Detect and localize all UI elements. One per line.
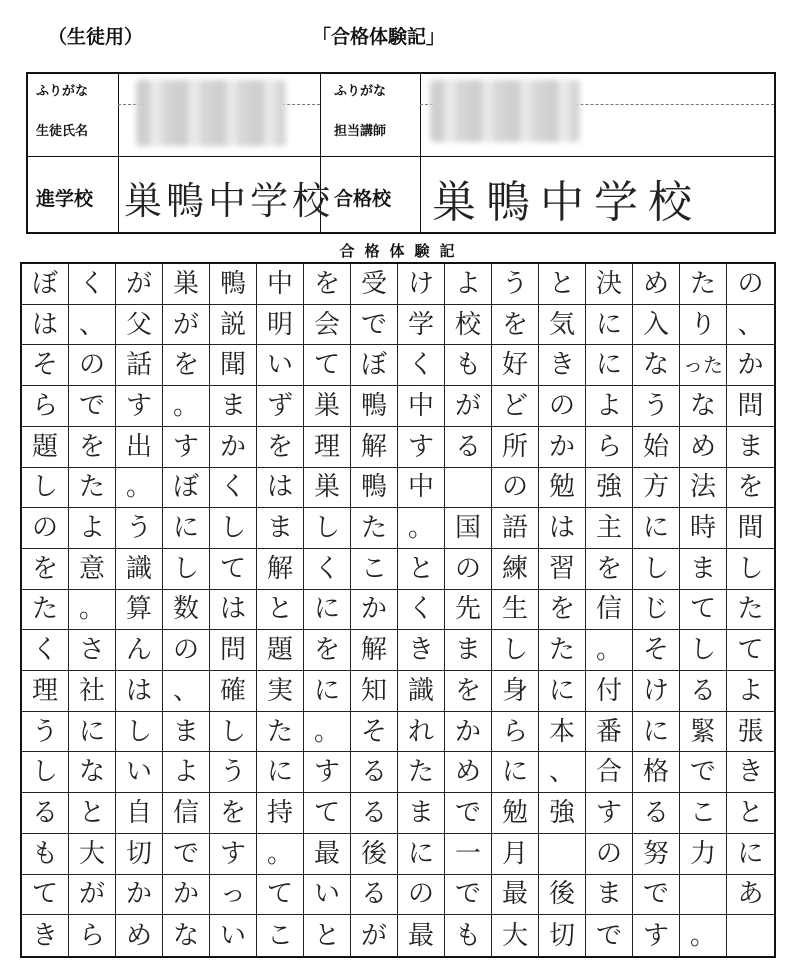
header-title: 「合格体験記」: [312, 26, 446, 48]
grid-cell: 番: [586, 712, 633, 753]
grid-cell: に: [257, 752, 304, 793]
grid-cell: る: [351, 875, 398, 916]
grid-cell: よ: [69, 508, 116, 549]
grid-cell: も: [22, 834, 69, 875]
passed-school-label: 合格校: [334, 188, 392, 210]
grid-cell: 、: [727, 305, 774, 346]
grid-cell: [445, 468, 492, 509]
grid-cell: 法: [680, 468, 727, 509]
grid-cell: た: [351, 508, 398, 549]
grid-cell: と: [539, 264, 586, 305]
grid-cell: 間: [727, 508, 774, 549]
grid-cell: る: [22, 793, 69, 834]
grid-cell: て: [304, 345, 351, 386]
grid-cell: き: [727, 752, 774, 793]
grid-cell: て: [257, 875, 304, 916]
grid-cell: し: [22, 468, 69, 509]
grid-cell: で: [680, 752, 727, 793]
grid-cell: か: [445, 712, 492, 753]
grid-cell: 最: [398, 915, 445, 956]
grid-cell: い: [257, 345, 304, 386]
grid-cell: さ: [69, 630, 116, 671]
grid-cell: 父: [116, 305, 163, 346]
grid-cell: 好: [492, 345, 539, 386]
grid-cell: の: [539, 386, 586, 427]
grid-cell: 確: [210, 671, 257, 712]
grid-cell: か: [351, 590, 398, 631]
furigana-label-student: ふりがな: [36, 84, 89, 99]
grid-cell: 数: [163, 590, 210, 631]
grid-cell: た: [727, 590, 774, 631]
grid-cell: と: [727, 793, 774, 834]
student-name-label: 生徒氏名: [36, 124, 89, 139]
grid-cell: 巣: [163, 264, 210, 305]
grid-cell: を: [539, 590, 586, 631]
grid-cell: 勉: [539, 468, 586, 509]
grid-cell: を: [257, 427, 304, 468]
grid-cell: ら: [22, 386, 69, 427]
grid-cell: ん: [116, 630, 163, 671]
grid-cell: ま: [257, 508, 304, 549]
grid-cell: め: [116, 915, 163, 956]
grid-cell: の: [398, 875, 445, 916]
grid-cell: ま: [163, 712, 210, 753]
grid-cell: ど: [492, 386, 539, 427]
grid-cell: 鴨: [210, 264, 257, 305]
grid-cell: 。: [116, 468, 163, 509]
grid-cell: 受: [351, 264, 398, 305]
grid-cell: 。: [680, 915, 727, 956]
grid-cell: す: [398, 427, 445, 468]
grid-cell: が: [116, 264, 163, 305]
grid-cell: 知: [351, 671, 398, 712]
grid-cell: 巣: [304, 386, 351, 427]
grid-cell: か: [163, 875, 210, 916]
grid-cell: な: [69, 752, 116, 793]
grid-cell: す: [586, 793, 633, 834]
grid-cell: 。: [163, 386, 210, 427]
grid-cell: を: [586, 549, 633, 590]
grid-cell: り: [680, 305, 727, 346]
grid-cell: く: [398, 345, 445, 386]
grid-cell: し: [22, 752, 69, 793]
grid-cell: 国: [445, 508, 492, 549]
grid-cell: れ: [398, 712, 445, 753]
grid-cell: 識: [116, 549, 163, 590]
grid-cell: で: [351, 305, 398, 346]
grid-cell: で: [69, 386, 116, 427]
grid-cell: 習: [539, 549, 586, 590]
grid-cell: 最: [304, 834, 351, 875]
grid-cell: す: [116, 386, 163, 427]
grid-cell: た: [257, 712, 304, 753]
grid-cell: を: [304, 264, 351, 305]
grid-cell: は: [257, 468, 304, 509]
grid-cell: の: [586, 834, 633, 875]
grid-cell: ま: [398, 793, 445, 834]
grid-cell: 緊: [680, 712, 727, 753]
grid-cell: 切: [539, 915, 586, 956]
grid-cell: た: [69, 468, 116, 509]
grid-cell: ぼ: [22, 264, 69, 305]
grid-cell: 鴨: [351, 468, 398, 509]
grid-cell: 張: [727, 712, 774, 753]
grid-cell: 会: [304, 305, 351, 346]
grid-cell: 理: [304, 427, 351, 468]
grid-cell: す: [163, 427, 210, 468]
grid-cell: 強: [539, 793, 586, 834]
teacher-name-redacted: [430, 80, 580, 142]
grid-cell: は: [22, 305, 69, 346]
grid-cell: け: [633, 671, 680, 712]
grid-cell: を: [445, 671, 492, 712]
grid-cell: の: [727, 264, 774, 305]
grid-cell: に: [304, 590, 351, 631]
grid-cell: 中: [398, 386, 445, 427]
grid-cell: め: [680, 427, 727, 468]
grid-cell: が: [163, 305, 210, 346]
grid-cell: き: [398, 630, 445, 671]
grid-cell: こ: [351, 549, 398, 590]
grid-cell: 大: [492, 915, 539, 956]
grid-cell: 。: [69, 590, 116, 631]
grid-cell: 、: [163, 671, 210, 712]
grid-cell: に: [398, 834, 445, 875]
grid-cell: 。: [257, 834, 304, 875]
grid-cell: で: [586, 915, 633, 956]
grid-cell: で: [445, 793, 492, 834]
grid-cell: 理: [22, 671, 69, 712]
grid-cell: 方: [633, 468, 680, 509]
grid-cell: く: [210, 468, 257, 509]
grid-cell: く: [69, 264, 116, 305]
grid-cell: か: [539, 427, 586, 468]
grid-cell: 先: [445, 590, 492, 631]
grid-cell: 信: [586, 590, 633, 631]
grid-cell: 最: [492, 875, 539, 916]
grid-cell: 解: [351, 630, 398, 671]
grid-cell: に: [586, 345, 633, 386]
grid-cell: る: [633, 793, 680, 834]
grid-cell: な: [633, 345, 680, 386]
grid-cell: け: [398, 264, 445, 305]
grid-cell: は: [539, 508, 586, 549]
grid-cell: で: [445, 875, 492, 916]
grid-cell: し: [680, 630, 727, 671]
grid-cell: の: [22, 508, 69, 549]
grid-cell: に: [163, 508, 210, 549]
grid-cell: 。: [586, 630, 633, 671]
grid-cell: 主: [586, 508, 633, 549]
teacher-label: 担当講師: [334, 124, 387, 139]
grid-cell: ま: [680, 549, 727, 590]
grid-cell: し: [163, 549, 210, 590]
grid-cell: が: [69, 875, 116, 916]
grid-cell: し: [210, 712, 257, 753]
grid-cell: す: [633, 915, 680, 956]
grid-cell: う: [22, 712, 69, 753]
grid-cell: 信: [163, 793, 210, 834]
grid-cell: 合: [586, 752, 633, 793]
grid-cell: た: [22, 590, 69, 631]
grid-cell: よ: [727, 671, 774, 712]
grid-cell: 始: [633, 427, 680, 468]
grid-cell: 時: [680, 508, 727, 549]
grid-cell: し: [727, 549, 774, 590]
grid-cell: と: [304, 915, 351, 956]
grid-cell: ま: [727, 427, 774, 468]
grid-cell: を: [163, 345, 210, 386]
grid-cell: 一: [445, 834, 492, 875]
grid-cell: 気: [539, 305, 586, 346]
grid-cell: 強: [586, 468, 633, 509]
grid-cell: 勉: [492, 793, 539, 834]
grid-cell: そ: [633, 630, 680, 671]
grid-cell: 後: [539, 875, 586, 916]
grid-cell: 題: [257, 630, 304, 671]
grid-cell: う: [633, 386, 680, 427]
grid-cell: に: [727, 834, 774, 875]
grid-cell: か: [116, 875, 163, 916]
grid-cell: る: [351, 752, 398, 793]
grid-cell: 入: [633, 305, 680, 346]
grid-cell: め: [445, 752, 492, 793]
grid-cell: は: [210, 590, 257, 631]
grid-cell: と: [398, 549, 445, 590]
grid-cell: て: [22, 875, 69, 916]
essay-title: 合格体験記: [339, 242, 465, 260]
grid-cell: ま: [586, 875, 633, 916]
grid-cell: 語: [492, 508, 539, 549]
essay-grid: [20, 262, 776, 958]
grid-cell: め: [633, 264, 680, 305]
grid-cell: を: [210, 793, 257, 834]
grid-cell: っ: [210, 875, 257, 916]
grid-cell: 学: [398, 305, 445, 346]
grid-cell: あ: [727, 875, 774, 916]
grid-cell: よ: [445, 264, 492, 305]
grid-cell: で: [163, 834, 210, 875]
grid-cell: 持: [257, 793, 304, 834]
grid-cell: そ: [351, 712, 398, 753]
grid-cell: す: [210, 834, 257, 875]
grid-cell: 校: [445, 305, 492, 346]
grid-cell: 自: [116, 793, 163, 834]
grid-cell: て: [304, 793, 351, 834]
grid-cell: ま: [445, 630, 492, 671]
grid-cell: か: [210, 427, 257, 468]
grid-cell: に: [633, 508, 680, 549]
school-label: 進学校: [36, 188, 94, 210]
grid-cell: う: [492, 264, 539, 305]
grid-cell: 、: [69, 305, 116, 346]
grid-cell: 問: [727, 386, 774, 427]
grid-cell: て: [680, 590, 727, 631]
grid-cell: な: [680, 386, 727, 427]
grid-cell: そ: [22, 345, 69, 386]
grid-cell: 問: [210, 630, 257, 671]
grid-cell: よ: [163, 752, 210, 793]
grid-cell: よ: [586, 386, 633, 427]
grid-cell: 付: [586, 671, 633, 712]
grid-cell: 月: [492, 834, 539, 875]
grid-cell: 中: [398, 468, 445, 509]
header-left: （生徒用）: [48, 26, 144, 48]
grid-cell: に: [304, 671, 351, 712]
grid-cell: に: [492, 752, 539, 793]
grid-cell: 練: [492, 549, 539, 590]
grid-cell: じ: [633, 590, 680, 631]
grid-cell: す: [304, 752, 351, 793]
grid-cell: 話: [116, 345, 163, 386]
grid-cell: ず: [257, 386, 304, 427]
grid-cell: 実: [257, 671, 304, 712]
grid-cell: ぼ: [351, 345, 398, 386]
grid-cell: て: [727, 630, 774, 671]
grid-cell: 社: [69, 671, 116, 712]
grid-cell: る: [445, 427, 492, 468]
grid-cell: 巣: [304, 468, 351, 509]
grid-cell: ま: [210, 386, 257, 427]
grid-cell: 中: [257, 264, 304, 305]
grid-cell: う: [116, 508, 163, 549]
grid-cell: 所: [492, 427, 539, 468]
grid-cell: 明: [257, 305, 304, 346]
grid-cell: も: [445, 345, 492, 386]
grid-cell: が: [445, 386, 492, 427]
grid-cell: 題: [22, 427, 69, 468]
grid-cell: を: [22, 549, 69, 590]
grid-cell: ら: [69, 915, 116, 956]
grid-cell: 大: [69, 834, 116, 875]
grid-cell: 。: [304, 712, 351, 753]
grid-cell: 解: [257, 549, 304, 590]
grid-cell: し: [210, 508, 257, 549]
grid-cell: 身: [492, 671, 539, 712]
grid-cell: の: [69, 345, 116, 386]
grid-cell: が: [351, 915, 398, 956]
grid-cell: 出: [116, 427, 163, 468]
grid-cell: く: [22, 630, 69, 671]
school-value: 巣鴨中学校: [124, 179, 335, 223]
grid-cell: [727, 915, 774, 956]
grid-cell: と: [257, 590, 304, 631]
grid-cell: く: [398, 590, 445, 631]
grid-cell: し: [492, 630, 539, 671]
grid-cell: 切: [116, 834, 163, 875]
grid-cell: た: [398, 752, 445, 793]
grid-cell: [680, 875, 727, 916]
furigana-label-teacher: ふりがな: [334, 84, 387, 99]
grid-cell: と: [69, 793, 116, 834]
grid-cell: 算: [116, 590, 163, 631]
student-name-redacted: [136, 80, 286, 146]
grid-cell: ら: [492, 712, 539, 753]
grid-cell: に: [633, 712, 680, 753]
grid-cell: ぼ: [163, 468, 210, 509]
grid-cell: 、: [539, 752, 586, 793]
grid-cell: し: [633, 549, 680, 590]
grid-cell: 意: [69, 549, 116, 590]
grid-cell: に: [539, 671, 586, 712]
grid-cell: った: [680, 345, 727, 386]
grid-cell: し: [116, 712, 163, 753]
grid-cell: て: [210, 549, 257, 590]
grid-cell: を: [69, 427, 116, 468]
grid-cell: 後: [351, 834, 398, 875]
grid-cell: に: [586, 305, 633, 346]
grid-cell: こ: [257, 915, 304, 956]
grid-cell: も: [445, 915, 492, 956]
grid-cell: る: [351, 793, 398, 834]
grid-cell: る: [680, 671, 727, 712]
grid-cell: を: [492, 305, 539, 346]
grid-cell: う: [210, 752, 257, 793]
grid-cell: き: [539, 345, 586, 386]
grid-cell: た: [680, 264, 727, 305]
grid-cell: の: [492, 468, 539, 509]
grid-cell: 鴨: [351, 386, 398, 427]
info-table: [26, 72, 776, 234]
grid-cell: で: [633, 875, 680, 916]
grid-cell: な: [163, 915, 210, 956]
grid-cell: を: [727, 468, 774, 509]
grid-cell: い: [304, 875, 351, 916]
grid-cell: し: [304, 508, 351, 549]
grid-cell: き: [22, 915, 69, 956]
grid-cell: た: [539, 630, 586, 671]
grid-cell: 生: [492, 590, 539, 631]
grid-cell: の: [445, 549, 492, 590]
grid-cell: 本: [539, 712, 586, 753]
grid-cell: に: [69, 712, 116, 753]
grid-cell: 聞: [210, 345, 257, 386]
grid-cell: を: [304, 630, 351, 671]
grid-cell: く: [304, 549, 351, 590]
grid-cell: 解: [351, 427, 398, 468]
grid-cell: 決: [586, 264, 633, 305]
grid-cell: [539, 834, 586, 875]
grid-cell: い: [116, 752, 163, 793]
grid-cell: こ: [680, 793, 727, 834]
grid-cell: ら: [586, 427, 633, 468]
passed-school-value: 巣鴨中学校: [432, 177, 702, 228]
grid-cell: 力: [680, 834, 727, 875]
grid-cell: か: [727, 345, 774, 386]
grid-cell: 説: [210, 305, 257, 346]
grid-cell: 努: [633, 834, 680, 875]
grid-cell: は: [116, 671, 163, 712]
grid-cell: 。: [398, 508, 445, 549]
grid-cell: の: [163, 630, 210, 671]
grid-cell: 識: [398, 671, 445, 712]
grid-cell: 格: [633, 752, 680, 793]
grid-cell: い: [210, 915, 257, 956]
